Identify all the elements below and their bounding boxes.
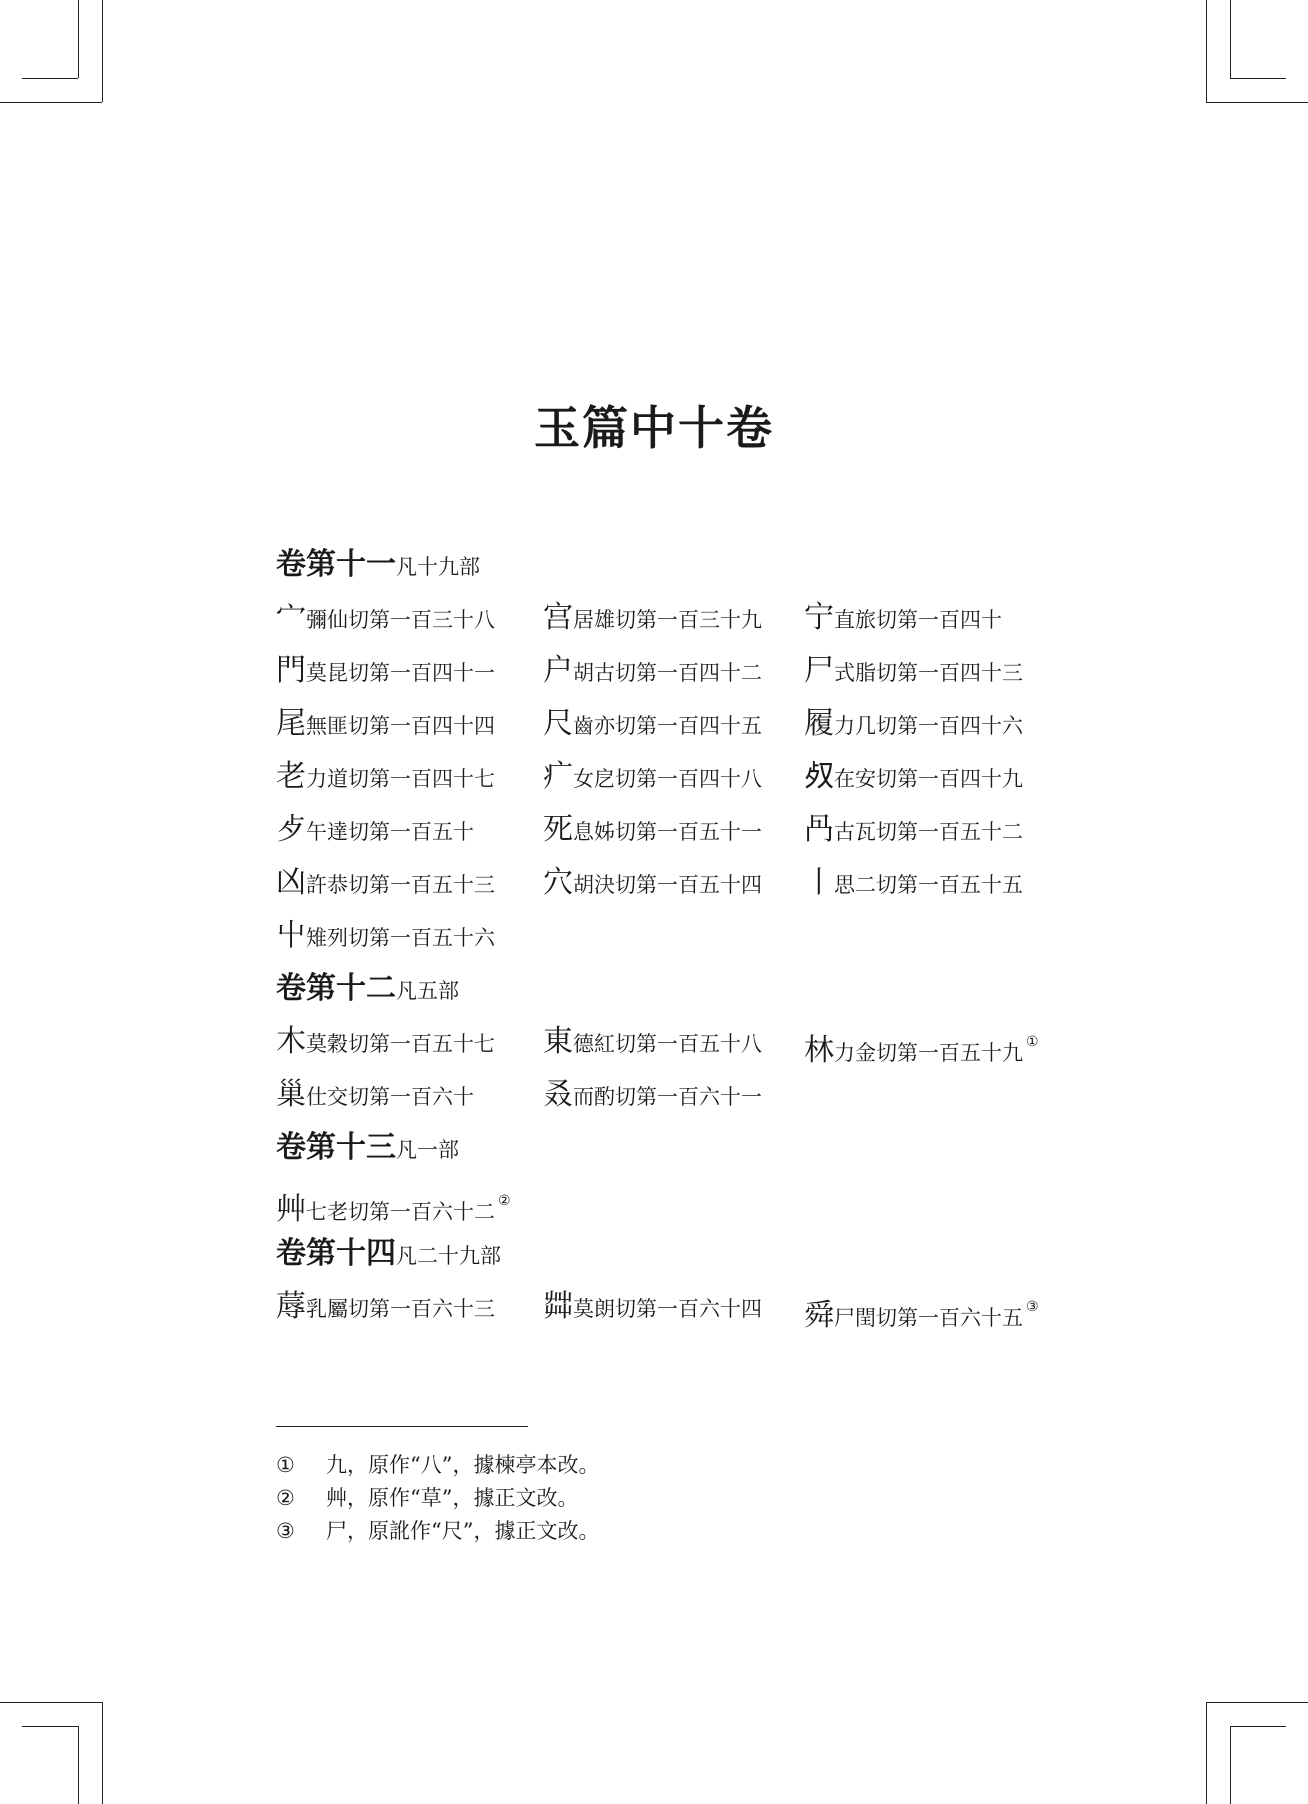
volume-title: 卷第十三: [276, 1130, 396, 1165]
fanqie-reading: 莫穀切第一百五十七: [306, 1032, 495, 1056]
volume-radical-count: 凡一部: [396, 1138, 459, 1162]
radical-character: 死: [543, 812, 573, 847]
radical-entry: [804, 654, 1023, 692]
footnote-text: 九，原作“八”，據楝亭本改。: [326, 1453, 600, 1477]
footnote-item: [276, 1450, 599, 1483]
radical-entry: [543, 1025, 762, 1063]
entry-row: [276, 1078, 1076, 1131]
footnote-text: 尸，原訛作“尺”，據正文改。: [326, 1519, 600, 1543]
entry-row: [276, 1290, 1076, 1343]
crop-mark: [22, 78, 78, 79]
radical-character: 尺: [543, 706, 573, 741]
crop-mark: [22, 1726, 78, 1727]
crop-mark: [1230, 0, 1231, 78]
entry-row: [276, 707, 1076, 760]
volume-title: 卷第十二: [276, 971, 396, 1006]
radical-character: 巢: [276, 1077, 306, 1112]
fanqie-reading: 許恭切第一百五十三: [306, 873, 495, 897]
volume-heading: [276, 972, 1076, 1025]
fanqie-reading: 尸閏切第一百六十五: [834, 1306, 1023, 1330]
fanqie-reading: 乳屬切第一百六十三: [306, 1297, 495, 1321]
fanqie-reading: 德紅切第一百五十八: [573, 1032, 762, 1056]
footnote-item: [276, 1516, 599, 1549]
footnote-marker: ②: [498, 1193, 511, 1209]
fanqie-reading: 思二切第一百五十五: [834, 873, 1023, 897]
radical-entry: [276, 866, 495, 904]
fanqie-reading: 居雄切第一百三十九: [573, 608, 762, 632]
volume-heading: [276, 1237, 1076, 1290]
radical-character: 丨: [804, 865, 834, 900]
radical-entry: [276, 760, 495, 798]
crop-mark: [102, 0, 103, 102]
radical-character: 舜: [804, 1298, 834, 1333]
radical-entry: [543, 654, 762, 692]
volume-heading: [276, 548, 1076, 601]
footnote-marker: ③: [1026, 1299, 1039, 1315]
radical-character: 林: [804, 1033, 834, 1068]
footnotes: [276, 1450, 599, 1549]
radical-entry: [543, 1078, 762, 1116]
fanqie-reading: 齒亦切第一百四十五: [573, 714, 762, 738]
radical-entry: [276, 919, 495, 957]
footnote-marker: ①: [1026, 1034, 1039, 1050]
fanqie-reading: 式脂切第一百四十三: [834, 661, 1023, 685]
radical-entry: [804, 601, 1002, 639]
fanqie-reading: 午達切第一百五十: [306, 820, 474, 844]
crop-mark: [1206, 102, 1308, 103]
volume-radical-count: 凡十九部: [396, 555, 480, 579]
fanqie-reading: 息姊切第一百五十一: [573, 820, 762, 844]
fanqie-reading: 無匪切第一百四十四: [306, 714, 495, 738]
radical-character: 尾: [276, 706, 306, 741]
radical-character: 門: [276, 653, 306, 688]
fanqie-reading: 而酌切第一百六十一: [573, 1085, 762, 1109]
entry-row: [276, 760, 1076, 813]
radical-entry: [543, 707, 762, 745]
crop-mark: [1206, 1702, 1308, 1703]
fanqie-reading: 直旅切第一百四十: [834, 608, 1002, 632]
radical-entry: [804, 707, 1023, 745]
fanqie-reading: 力道切第一百四十七: [306, 767, 495, 791]
crop-mark: [1230, 1726, 1286, 1727]
crop-mark: [0, 1702, 102, 1703]
radical-character: 宁: [804, 600, 834, 635]
radical-entry: [276, 1290, 495, 1328]
radical-entry: [543, 866, 762, 904]
footnote-number: ③: [276, 1519, 295, 1543]
volume-radical-count: 凡二十九部: [396, 1244, 501, 1268]
fanqie-reading: 胡古切第一百四十二: [573, 661, 762, 685]
radical-entry: [276, 707, 495, 745]
volume-heading: [276, 1131, 1076, 1184]
crop-mark: [78, 1726, 79, 1804]
radical-entry: [804, 866, 1023, 904]
radical-character: 艸: [276, 1192, 306, 1227]
radical-character: 尸: [804, 653, 834, 688]
footnote-item: [276, 1483, 599, 1516]
radical-character: 老: [276, 759, 306, 794]
entry-row: [276, 654, 1076, 707]
radical-entry: [543, 1290, 762, 1328]
radical-entry: [804, 1290, 1039, 1337]
crop-mark: [0, 102, 102, 103]
radical-character: 宫: [543, 600, 573, 635]
fanqie-reading: 力几切第一百四十六: [834, 714, 1023, 738]
radical-entry: [543, 601, 762, 639]
radical-character: 木: [276, 1024, 306, 1059]
radical-entry: [276, 1078, 474, 1116]
fanqie-reading: 仕交切第一百六十: [306, 1085, 474, 1109]
radical-character: 疒: [543, 759, 573, 794]
crop-mark: [1206, 0, 1207, 102]
radical-character: 履: [804, 706, 834, 741]
radical-character: 宀: [276, 600, 306, 635]
radical-character: 歺: [276, 812, 306, 847]
radical-entry: [276, 654, 495, 692]
fanqie-reading: 女戹切第一百四十八: [573, 767, 762, 791]
fanqie-reading: 彌仙切第一百三十八: [306, 608, 495, 632]
footnote-number: ②: [276, 1486, 295, 1510]
entry-row: [276, 866, 1076, 919]
fanqie-reading: 胡決切第一百五十四: [573, 873, 762, 897]
radical-character: 東: [543, 1024, 573, 1059]
fanqie-reading: 七老切第一百六十二: [306, 1200, 495, 1224]
fanqie-reading: 力金切第一百五十九: [834, 1041, 1023, 1065]
radical-entry: [804, 813, 1023, 851]
radical-character: 屮: [276, 918, 306, 953]
crop-mark: [78, 0, 79, 78]
entry-row: [276, 919, 1076, 972]
radical-entry: [543, 813, 762, 851]
radical-character: 冎: [804, 812, 834, 847]
radical-character: 户: [543, 653, 573, 688]
radical-character: 𣦼: [804, 759, 834, 794]
fanqie-reading: 莫昆切第一百四十一: [306, 661, 495, 685]
page-title: 玉篇中十卷: [534, 401, 774, 455]
radical-entry: [804, 1025, 1039, 1072]
crop-mark: [1230, 1726, 1231, 1804]
entry-row: [276, 1025, 1076, 1078]
entry-row: [276, 1184, 1076, 1237]
radical-entry: [276, 601, 495, 639]
radical-character: 蓐: [276, 1289, 306, 1324]
radical-character: 茻: [543, 1289, 573, 1324]
radical-character: 穴: [543, 865, 573, 900]
footnote-number: ①: [276, 1453, 295, 1477]
radical-entry: [276, 1184, 511, 1231]
entry-row: [276, 813, 1076, 866]
fanqie-reading: 在安切第一百四十九: [834, 767, 1023, 791]
radical-entry: [276, 1025, 495, 1063]
volume-title: 卷第十一: [276, 547, 396, 582]
entry-row: [276, 601, 1076, 654]
footnote-text: 艸，原作“草”，據正文改。: [326, 1486, 579, 1510]
fanqie-reading: 古瓦切第一百五十二: [834, 820, 1023, 844]
crop-mark: [1230, 78, 1286, 79]
radical-entry: [543, 760, 762, 798]
radical-entry: [276, 813, 474, 851]
radical-character: 凶: [276, 865, 306, 900]
footnote-divider: [276, 1426, 528, 1427]
table-of-contents: [276, 548, 1076, 1343]
fanqie-reading: 雉列切第一百五十六: [306, 926, 495, 950]
radical-entry: [804, 760, 1023, 798]
radical-character: 叒: [543, 1077, 573, 1112]
crop-mark: [1206, 1702, 1207, 1804]
crop-mark: [102, 1702, 103, 1804]
fanqie-reading: 莫朗切第一百六十四: [573, 1297, 762, 1321]
volume-radical-count: 凡五部: [396, 979, 459, 1003]
volume-title: 卷第十四: [276, 1236, 396, 1271]
